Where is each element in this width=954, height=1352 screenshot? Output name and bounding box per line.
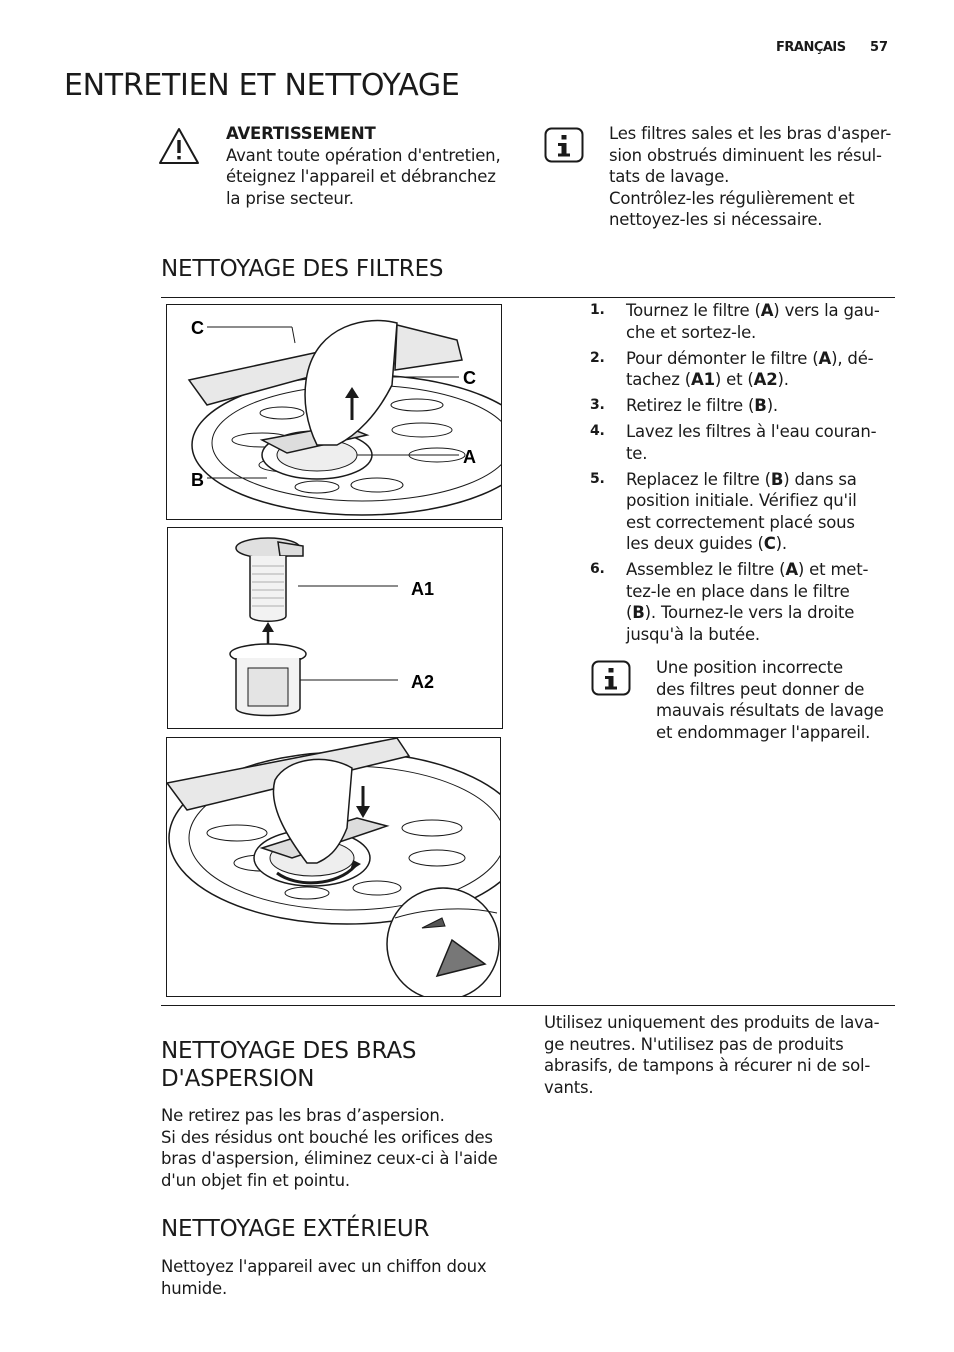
step-item — [590, 469, 890, 555]
text-line: Ne retirez pas les bras d’aspersion. — [161, 1106, 445, 1125]
info-line: des filtres peut donner de — [656, 679, 865, 699]
filter-steps-list — [590, 300, 890, 650]
step-text: Retirez le filtre (B). — [626, 396, 778, 415]
figure-label-c-top: C — [191, 318, 204, 338]
section-divider — [161, 297, 895, 298]
warning-triangle-icon — [158, 126, 200, 166]
warning-title: AVERTISSEMENT — [226, 124, 376, 143]
exterior-text — [161, 1256, 531, 1299]
figure-filter-reinstall — [166, 737, 501, 997]
title-line: NETTOYAGE DES BRAS — [161, 1038, 417, 1064]
info-line: Une position incorrecte — [656, 658, 843, 677]
text-line: d'un objet fin et pointu. — [161, 1170, 350, 1190]
page-title: ENTRETIEN ET NETTOYAGE — [64, 68, 460, 103]
step-number: 4. — [590, 423, 605, 439]
reference-letter: A — [818, 348, 832, 368]
reference-letter: C — [763, 534, 776, 553]
step-item — [590, 348, 890, 391]
spray-arms-text — [161, 1105, 531, 1191]
warning-block — [226, 123, 526, 209]
info-line: Contrôlez-les régulièrement et — [609, 188, 855, 208]
figure-filter-removal — [166, 304, 502, 520]
figure-label-a1: A1 — [411, 579, 435, 599]
step-item — [590, 300, 890, 343]
reference-letter: A — [760, 301, 774, 320]
header-language: FRANÇAIS — [776, 40, 846, 55]
text-line: bras d'aspersion, éliminez ceux-ci à l'aide — [161, 1149, 498, 1168]
step-item — [590, 559, 890, 645]
info-block-filters — [656, 657, 896, 743]
page-number: 57 — [870, 40, 889, 55]
info-line: sion obstrués diminuent les résul- — [609, 145, 882, 165]
text-line: ge neutres. N'utilisez pas de produits — [544, 1034, 844, 1054]
figure-label-a2: A2 — [411, 672, 435, 692]
warning-line: éteignez l'appareil et débranchez — [226, 167, 496, 186]
step-item — [590, 421, 890, 464]
section-title-exterior: NETTOYAGE EXTÉRIEUR — [161, 1216, 430, 1242]
text-line: vants. — [544, 1077, 594, 1097]
info-line: tats de lavage. — [609, 167, 730, 186]
text-line: Utilisez uniquement des produits de lava- — [544, 1013, 880, 1032]
section-divider — [161, 1005, 895, 1006]
warning-line: la prise secteur. — [226, 188, 354, 208]
info-line: Les filtres sales et les bras d'asper- — [609, 124, 892, 143]
step-number: 2. — [590, 349, 605, 366]
info-line: mauvais résultats de lavage — [656, 701, 884, 720]
warning-line: Avant toute opération d'entretien, — [226, 145, 501, 165]
reference-letter: A1 — [691, 370, 715, 389]
step-text: Tournez le filtre (A) vers la gau- che et sortez-le. — [626, 301, 880, 342]
figure-label-a: A — [463, 447, 476, 467]
step-number: 6. — [590, 561, 605, 577]
step-number: 5. — [590, 470, 605, 487]
step-text: Pour démonter le filtre (A), dé- tachez (A1) et (A2). — [626, 348, 874, 389]
reference-letter: A2 — [753, 370, 778, 389]
step-item — [590, 395, 890, 417]
products-note — [544, 1012, 904, 1098]
text-line: abrasifs, de tampons à récurer ni de sol- — [544, 1056, 871, 1075]
text-line: Nettoyez l'appareil avec un chiffon doux — [161, 1257, 487, 1276]
reference-letter: A — [785, 560, 798, 579]
reference-letter: B — [770, 469, 784, 489]
info-line: nettoyez-les si nécessaire. — [609, 210, 823, 229]
reference-letter: B — [632, 603, 645, 622]
step-text: Assemblez le filtre (A) et met- tez-le en place dans le filtre (B). Tournez-le vers la droite jusqu'à la butée. — [626, 560, 869, 644]
info-icon — [544, 127, 584, 163]
text-line: humide. — [161, 1278, 228, 1298]
step-number: 3. — [590, 397, 605, 413]
step-text: Lavez les filtres à l'eau couran- te. — [626, 422, 877, 463]
info-line: et endommager l'appareil. — [656, 722, 871, 742]
info-block-top — [609, 123, 909, 231]
reference-letter: B — [754, 396, 767, 415]
section-title-filters: NETTOYAGE DES FILTRES — [161, 256, 444, 282]
figure-filter-parts — [167, 527, 503, 729]
step-text: Replacez le filtre (B) dans sa position initiale. Vérifiez qu'il est correctement placé sous les deux guides (C). — [626, 469, 857, 553]
info-icon — [591, 660, 631, 696]
figure-label-c-right: C — [463, 368, 476, 388]
title-line: D'ASPERSION — [161, 1066, 315, 1092]
step-number: 1. — [590, 302, 605, 318]
figure-label-b: B — [191, 470, 204, 490]
section-title-spray-arms — [161, 1037, 416, 1093]
text-line: Si des résidus ont bouché les orifices des — [161, 1127, 493, 1147]
